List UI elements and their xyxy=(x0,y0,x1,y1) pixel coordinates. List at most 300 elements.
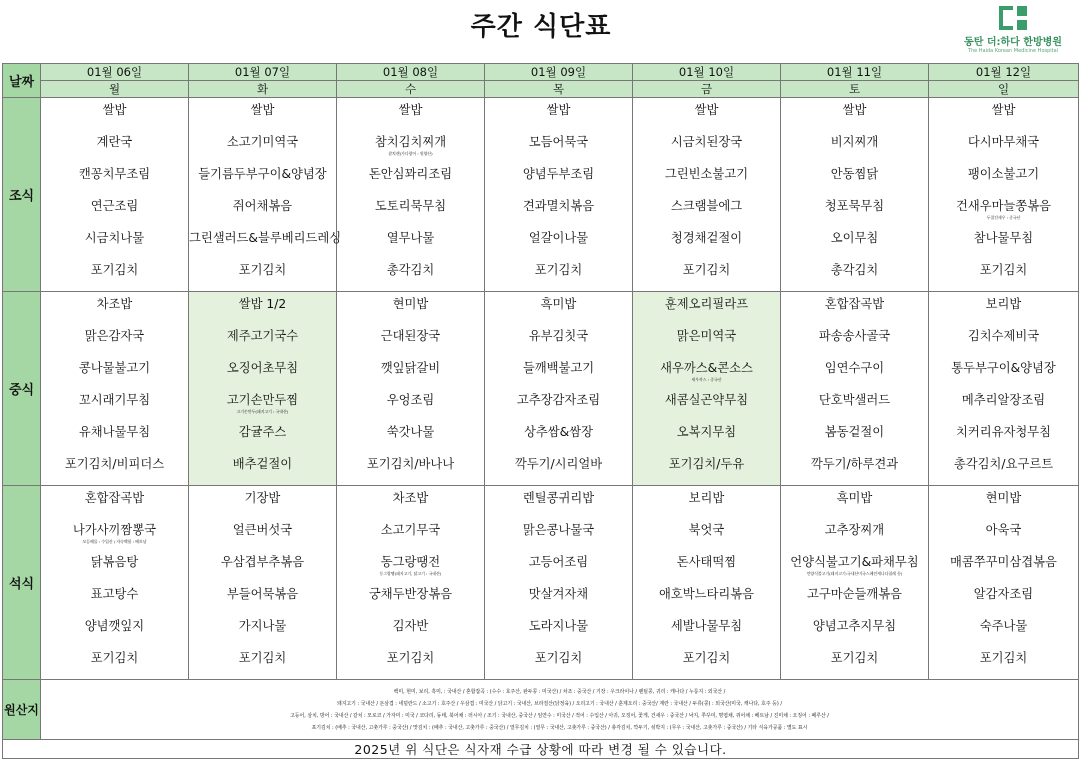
dish-item xyxy=(41,583,188,615)
dish-name: 감귤주스 xyxy=(238,425,287,439)
dish-item xyxy=(633,421,780,453)
date-cell: 01월 08일 xyxy=(337,64,485,81)
meal-row xyxy=(3,98,1079,292)
dish-name: 혼합잡곡밥 xyxy=(824,297,885,311)
menu-cell xyxy=(781,98,929,292)
menu-cell xyxy=(485,486,633,680)
dish-name: 포기김치 xyxy=(90,651,139,665)
dish-item xyxy=(633,195,780,227)
dish-name: 임연수구이 xyxy=(824,361,885,375)
dish-name: 포기김치 xyxy=(534,651,583,665)
dish-item xyxy=(485,259,632,291)
dish-name: 모듬어묵국 xyxy=(528,135,589,149)
dish-item xyxy=(189,357,336,389)
dish-item xyxy=(189,195,336,227)
meal-row xyxy=(3,292,1079,486)
dish-name: 콩나물불고기 xyxy=(78,361,151,375)
dish-name: 고기손만두찜 xyxy=(226,393,299,407)
dish-item xyxy=(41,227,188,259)
dish-name: 차조밥 xyxy=(392,491,429,505)
dish-item xyxy=(929,519,1078,551)
dish-name: 안동찜닭 xyxy=(830,167,879,181)
dish-name: 포기김치 xyxy=(238,263,287,277)
dish-item xyxy=(337,259,484,291)
dish-name: 흑미밥 xyxy=(540,297,577,311)
dish-name: 쌀밥 xyxy=(694,103,719,117)
dish-item xyxy=(633,293,780,325)
dish-name: 쌀밥 xyxy=(250,103,275,117)
dish-item xyxy=(337,195,484,227)
dish-name: 혼합잡곡밥 xyxy=(84,491,145,505)
menu-cell xyxy=(41,292,189,486)
logo-mark-icon xyxy=(997,6,1029,30)
dish-name: 아욱국 xyxy=(985,523,1022,537)
dish-item xyxy=(337,551,484,583)
dish-item xyxy=(781,357,928,389)
dish-name: 김자반 xyxy=(392,619,429,633)
page-header xyxy=(0,0,1082,62)
logo-subtitle: The Haida Korean Medicine Hospital xyxy=(967,48,1059,54)
dish-item xyxy=(633,551,780,583)
dish-item xyxy=(41,131,188,163)
dish-name: 메추리알장조림 xyxy=(961,393,1046,407)
origin-line: 백미, 현미, 보리, 흑미, : 국내산 / 혼합잡곡 : (수수 : 호주산, 완두콩 : 미국산) / 차조 : 중국산 / 기장 : 우크라이나 / 렌틸콩, 귀리 : 캐나다 / 누룽지 : 외국산 / xyxy=(393,688,726,695)
dish-name: 스크램블에그 xyxy=(670,199,743,213)
dish-name: 도라지나물 xyxy=(528,619,589,633)
dish-origin-note: 모듬해물 : 수입산 / 자숙백합 : 베트남 xyxy=(82,539,147,544)
dish-item xyxy=(485,453,632,485)
dish-item xyxy=(189,615,336,647)
menu-cell xyxy=(41,486,189,680)
dish-item xyxy=(781,421,928,453)
date-label: 날짜 xyxy=(3,64,41,98)
notice-row xyxy=(3,740,1079,759)
dish-item xyxy=(781,551,928,583)
dish-name: 쌀밥 xyxy=(398,103,423,117)
dish-item xyxy=(337,519,484,551)
dish-item xyxy=(189,325,336,357)
dish-name: 궁채두반장볶음 xyxy=(368,587,453,601)
page-title: 주간 식단표 xyxy=(470,12,612,42)
dish-name: 도토리묵무침 xyxy=(374,199,447,213)
dish-item xyxy=(929,99,1078,131)
dish-name: 현미밥 xyxy=(985,491,1022,505)
dish-item xyxy=(337,227,484,259)
menu-cell xyxy=(337,98,485,292)
menu-cell xyxy=(189,486,337,680)
dish-item xyxy=(929,615,1078,647)
dish-item xyxy=(41,357,188,389)
dish-item xyxy=(41,325,188,357)
dish-item xyxy=(485,389,632,421)
dish-name: 포기김치 xyxy=(386,651,435,665)
dish-item xyxy=(929,421,1078,453)
dish-item xyxy=(633,131,780,163)
dish-item xyxy=(633,163,780,195)
dish-name: 돈안심꽈리조림 xyxy=(368,167,453,181)
dish-name: 팽이소불고기 xyxy=(967,167,1040,181)
dish-name: 총각김치 xyxy=(386,263,435,277)
dish-name: 훈제오리필라프 xyxy=(664,297,749,311)
dish-origin-note: 새우까스 : 중국산 xyxy=(691,377,722,382)
dish-name: 포기김치 xyxy=(534,263,583,277)
dish-name: 기장밥 xyxy=(244,491,281,505)
dish-name: 매콤쭈꾸미삼겹볶음 xyxy=(950,555,1057,569)
dish-name: 애호박느타리볶음 xyxy=(658,587,755,601)
dish-item xyxy=(337,583,484,615)
dish-name: 북엇국 xyxy=(688,523,725,537)
dish-name: 들깨백불고기 xyxy=(522,361,595,375)
dish-name: 오징어초무침 xyxy=(226,361,299,375)
dish-name: 맛살겨자채 xyxy=(528,587,589,601)
dish-item xyxy=(929,131,1078,163)
dish-name: 시금치나물 xyxy=(84,231,145,245)
dish-item xyxy=(337,389,484,421)
dish-item xyxy=(41,293,188,325)
dish-name: 참치김치찌개 xyxy=(374,135,447,149)
menu-cell xyxy=(485,98,633,292)
meal-row xyxy=(3,486,1079,680)
dish-name: 포기김치 xyxy=(90,263,139,277)
dish-item xyxy=(485,293,632,325)
dish-name: 포기김치 xyxy=(830,651,879,665)
date-cell: 01월 10일 xyxy=(633,64,781,81)
dish-item xyxy=(633,487,780,519)
dish-name: 깍두기/시리얼바 xyxy=(514,457,603,471)
dish-name: 포기김치 xyxy=(979,651,1028,665)
dish-origin-note: 동그랑땡(돼지고기, 닭고기 : 국내산) xyxy=(379,571,442,576)
dish-item xyxy=(929,227,1078,259)
dish-name: 맑은미역국 xyxy=(676,329,737,343)
dish-name: 알감자조림 xyxy=(973,587,1034,601)
change-notice: 2025년 위 식단은 식자재 수급 상황에 따라 변경 될 수 있습니다. xyxy=(3,740,1079,759)
dish-name: 세발나물무침 xyxy=(670,619,743,633)
weekday-cell: 토 xyxy=(781,81,929,98)
dish-item xyxy=(41,487,188,519)
dish-name: 차조밥 xyxy=(96,297,133,311)
dish-name: 포기김치/두유 xyxy=(668,457,745,471)
dish-item xyxy=(781,163,928,195)
dish-item xyxy=(189,647,336,679)
dish-item xyxy=(929,453,1078,485)
menu-cell xyxy=(337,486,485,680)
dish-item xyxy=(485,163,632,195)
dish-name: 오이무침 xyxy=(830,231,879,245)
dish-item xyxy=(633,583,780,615)
dish-item xyxy=(781,583,928,615)
dish-item xyxy=(41,99,188,131)
dish-item xyxy=(189,163,336,195)
date-cell: 01월 11일 xyxy=(781,64,929,81)
menu-cell xyxy=(633,486,781,680)
menu-cell xyxy=(633,98,781,292)
dish-item xyxy=(485,551,632,583)
dish-item xyxy=(337,487,484,519)
dish-item xyxy=(337,293,484,325)
dish-name: 양념깻잎지 xyxy=(84,619,145,633)
menu-cell xyxy=(485,292,633,486)
dish-item xyxy=(929,195,1078,227)
dish-item xyxy=(485,583,632,615)
dish-item xyxy=(485,131,632,163)
weekday-row xyxy=(3,81,1079,98)
dish-name: 총각김치/요구르트 xyxy=(953,457,1054,471)
dish-item xyxy=(633,357,780,389)
dish-item xyxy=(189,583,336,615)
dish-name: 부들어묵볶음 xyxy=(226,587,299,601)
weekday-cell: 월 xyxy=(41,81,189,98)
meal-label: 중식 xyxy=(3,292,41,486)
dish-name: 고구마순들깨볶음 xyxy=(806,587,903,601)
dish-name: 치커리유자청무침 xyxy=(955,425,1052,439)
dish-name: 청경채겉절이 xyxy=(670,231,743,245)
dish-name: 참나물무침 xyxy=(973,231,1034,245)
dish-name: 소고기미역국 xyxy=(226,135,299,149)
dish-item xyxy=(781,453,928,485)
dish-origin-note: 참치캔(가다랑어 : 원양산) xyxy=(388,151,433,156)
dish-item xyxy=(485,421,632,453)
dish-item xyxy=(633,325,780,357)
dish-item xyxy=(781,487,928,519)
origin-info xyxy=(41,680,1079,740)
dish-name: 제주고기국수 xyxy=(226,329,299,343)
dish-name: 소고기무국 xyxy=(380,523,441,537)
dish-name: 흑미밥 xyxy=(836,491,873,505)
dish-name: 시금치된장국 xyxy=(670,135,743,149)
dish-name: 상추쌈&쌈장 xyxy=(524,425,593,439)
dish-name: 열무나물 xyxy=(386,231,435,245)
dish-name: 쥐어채볶음 xyxy=(232,199,293,213)
dish-item xyxy=(189,131,336,163)
dish-name: 맑은감자국 xyxy=(84,329,145,343)
dish-item xyxy=(485,325,632,357)
weekly-menu-table xyxy=(2,63,1079,759)
dish-item xyxy=(189,259,336,291)
dish-name: 들기름두부구이&양념장 xyxy=(198,167,327,181)
dish-name: 비지찌개 xyxy=(830,135,879,149)
dish-name: 포기김치/비피더스 xyxy=(64,457,165,471)
dish-item xyxy=(337,421,484,453)
dish-item xyxy=(337,453,484,485)
dish-item xyxy=(337,325,484,357)
dish-name: 다시마무채국 xyxy=(967,135,1040,149)
dish-item xyxy=(781,293,928,325)
dish-item xyxy=(485,357,632,389)
dish-name: 렌틸콩귀리밥 xyxy=(522,491,595,505)
dish-name: 보리밥 xyxy=(985,297,1022,311)
dish-item xyxy=(781,389,928,421)
dish-item xyxy=(41,389,188,421)
dish-item xyxy=(189,421,336,453)
dish-name: 보리밥 xyxy=(688,491,725,505)
dish-origin-note: 두절건새우 : 중국산 xyxy=(986,215,1021,220)
dish-item xyxy=(929,163,1078,195)
dish-item xyxy=(781,227,928,259)
menu-cell xyxy=(929,292,1079,486)
dish-name: 쌀밥 xyxy=(102,103,127,117)
dish-item xyxy=(929,259,1078,291)
dish-item xyxy=(189,519,336,551)
dish-origin-note: 언양식불고기(돼지고기:국내산미국스페인캐나다칠레 등) xyxy=(806,571,903,576)
logo-name: 동탄 더:하다 한방병원 xyxy=(964,37,1062,48)
dish-item xyxy=(781,325,928,357)
menu-cell xyxy=(781,292,929,486)
date-cell: 01월 06일 xyxy=(41,64,189,81)
dish-name: 얼갈이나물 xyxy=(528,231,589,245)
hospital-logo xyxy=(958,6,1068,58)
dish-item xyxy=(633,519,780,551)
dish-name: 통두부구이&양념장 xyxy=(951,361,1056,375)
dish-name: 우삼겹부추볶음 xyxy=(220,555,305,569)
menu-cell xyxy=(189,292,337,486)
dish-name: 닭볶음탕 xyxy=(90,555,139,569)
dish-name: 봄동겉절이 xyxy=(824,425,885,439)
dish-name: 포기김치 xyxy=(682,651,731,665)
dish-item xyxy=(337,99,484,131)
dish-name: 양념고추지무침 xyxy=(812,619,897,633)
dish-name: 깻잎닭갈비 xyxy=(380,361,441,375)
menu-cell xyxy=(781,486,929,680)
weekday-cell: 일 xyxy=(929,81,1079,98)
dish-name: 그린샐러드&블루베리드레싱 xyxy=(189,231,342,245)
dish-name: 계란국 xyxy=(96,135,133,149)
dish-item xyxy=(781,647,928,679)
dish-name: 새우까스&콘소스 xyxy=(660,361,753,375)
dish-item xyxy=(41,259,188,291)
dish-name: 새콤실곤약무침 xyxy=(664,393,749,407)
dish-name: 건새우마늘쫑볶음 xyxy=(955,199,1052,213)
weekday-cell: 금 xyxy=(633,81,781,98)
dish-name: 맑은콩나물국 xyxy=(522,523,595,537)
dish-name: 유부김칫국 xyxy=(528,329,589,343)
dish-item xyxy=(337,163,484,195)
origin-line: 고등어, 삼치, 방어 : 국내산 / 갈치 : 모로코 / 가자미 : 미국 / 코다리, 동태, 북어채 : 러시아 / 조기 : 국내산, 중국산 / 임연수 : 미국산 / 적어 : 수입산 / 아귀, 오징어, 꽃게, 건새우 : 중국산 / 낙지, 쭈꾸미, 명엽채, 쥐어채 : 베트남 / 진미채 : 오징어 : 페루산 / xyxy=(290,712,829,719)
dish-name: 우엉조림 xyxy=(386,393,435,407)
dish-name: 현미밥 xyxy=(392,297,429,311)
dish-item xyxy=(781,195,928,227)
weekday-cell: 수 xyxy=(337,81,485,98)
date-row xyxy=(3,64,1079,81)
dish-name: 숙주나물 xyxy=(979,619,1028,633)
dish-name: 캔꽁치무조림 xyxy=(78,167,151,181)
dish-item xyxy=(929,325,1078,357)
dish-item xyxy=(781,259,928,291)
weekday-cell: 화 xyxy=(189,81,337,98)
dish-item xyxy=(929,389,1078,421)
dish-name: 돈사태떡찜 xyxy=(676,555,737,569)
dish-item xyxy=(485,615,632,647)
dish-name: 연근조림 xyxy=(90,199,139,213)
dish-item xyxy=(485,647,632,679)
dish-item xyxy=(189,389,336,421)
dish-item xyxy=(781,131,928,163)
dish-item xyxy=(633,647,780,679)
origin-line: 포기김치 : (배추 : 국내산, 고춧가루 : 중국산) / 맛김치 : (배추 : 국내산, 고춧가루 : 중국산) / 열무김치 : (열무 : 국내산, 고춧가루 : 중국산) / 총각김치, 깍두기, 섞박지 : (무우 : 국내산, 고춧가루 : 중국산) / 기타 식육가공품 : 별도 표시 xyxy=(311,724,808,731)
dish-item xyxy=(41,163,188,195)
dish-item xyxy=(485,99,632,131)
dish-item xyxy=(485,195,632,227)
dish-item xyxy=(41,615,188,647)
dish-item xyxy=(485,519,632,551)
dish-item xyxy=(633,259,780,291)
menu-cell xyxy=(929,98,1079,292)
dish-item xyxy=(337,131,484,163)
dish-item xyxy=(41,195,188,227)
dish-name: 양념두부조림 xyxy=(522,167,595,181)
dish-item xyxy=(189,99,336,131)
dish-item xyxy=(633,453,780,485)
dish-name: 총각김치 xyxy=(830,263,879,277)
dish-name: 동그랑땡전 xyxy=(380,555,441,569)
dish-name: 표고탕수 xyxy=(90,587,139,601)
dish-origin-note: 고기손만두(돼지고기 : 국내산) xyxy=(236,409,289,414)
dish-item xyxy=(929,293,1078,325)
dish-name: 쌀밥 xyxy=(991,103,1016,117)
dish-item xyxy=(929,583,1078,615)
dish-item xyxy=(189,551,336,583)
dish-name: 쌀밥 1/2 xyxy=(238,297,287,311)
meal-label: 조식 xyxy=(3,98,41,292)
menu-cell xyxy=(41,98,189,292)
origin-row xyxy=(3,680,1079,740)
dish-name: 단호박샐러드 xyxy=(818,393,891,407)
dish-item xyxy=(633,389,780,421)
dish-item xyxy=(929,357,1078,389)
dish-name: 포기김치 xyxy=(682,263,731,277)
dish-name: 오복지무침 xyxy=(676,425,737,439)
origin-label: 원산지 xyxy=(3,680,41,740)
dish-item xyxy=(633,227,780,259)
menu-cell xyxy=(337,292,485,486)
menu-cell xyxy=(633,292,781,486)
dish-name: 유채나물무침 xyxy=(78,425,151,439)
date-cell: 01월 09일 xyxy=(485,64,633,81)
dish-item xyxy=(781,615,928,647)
meal-label: 석식 xyxy=(3,486,41,680)
dish-name: 청포묵무침 xyxy=(824,199,885,213)
dish-name: 쑥갓나물 xyxy=(386,425,435,439)
dish-name: 파송송사골국 xyxy=(818,329,891,343)
dish-name: 근대된장국 xyxy=(380,329,441,343)
dish-item xyxy=(41,551,188,583)
dish-item xyxy=(189,227,342,259)
dish-item xyxy=(337,647,484,679)
dish-item xyxy=(929,647,1078,679)
date-cell: 01월 12일 xyxy=(929,64,1079,81)
origin-line: 돼지고기 : 국내산 / 돈삼겹 : 네덜란드 / 소고기 : 호주산 / 우삼겹 : 미국산 / 닭고기 : 국내산, 브라질산(닭정육) / 오리고기 : 국내산 / 훈제오리 : 중국산/ 계란 : 국내산 / 두류(콩) : 외국산(미국, 캐나다, 호주 등) / xyxy=(336,700,782,707)
dish-item xyxy=(633,615,780,647)
dish-item xyxy=(485,227,632,259)
dish-name: 그린빈소불고기 xyxy=(664,167,749,181)
dish-item xyxy=(337,357,484,389)
dish-name: 포기김치 xyxy=(979,263,1028,277)
dish-item xyxy=(189,293,336,325)
dish-item xyxy=(781,99,928,131)
dish-item xyxy=(41,647,188,679)
dish-name: 쌀밥 xyxy=(842,103,867,117)
dish-item xyxy=(781,519,928,551)
dish-name: 나가사끼짬뽕국 xyxy=(72,523,157,537)
dish-name: 가지나물 xyxy=(238,619,287,633)
dish-name: 고추장찌개 xyxy=(824,523,885,537)
dish-name: 견과멸치볶음 xyxy=(522,199,595,213)
dish-item xyxy=(41,519,188,551)
date-cell: 01월 07일 xyxy=(189,64,337,81)
dish-name: 김치수제비국 xyxy=(967,329,1040,343)
dish-name: 쌀밥 xyxy=(546,103,571,117)
dish-item xyxy=(41,453,188,485)
dish-name: 고등어조림 xyxy=(528,555,589,569)
